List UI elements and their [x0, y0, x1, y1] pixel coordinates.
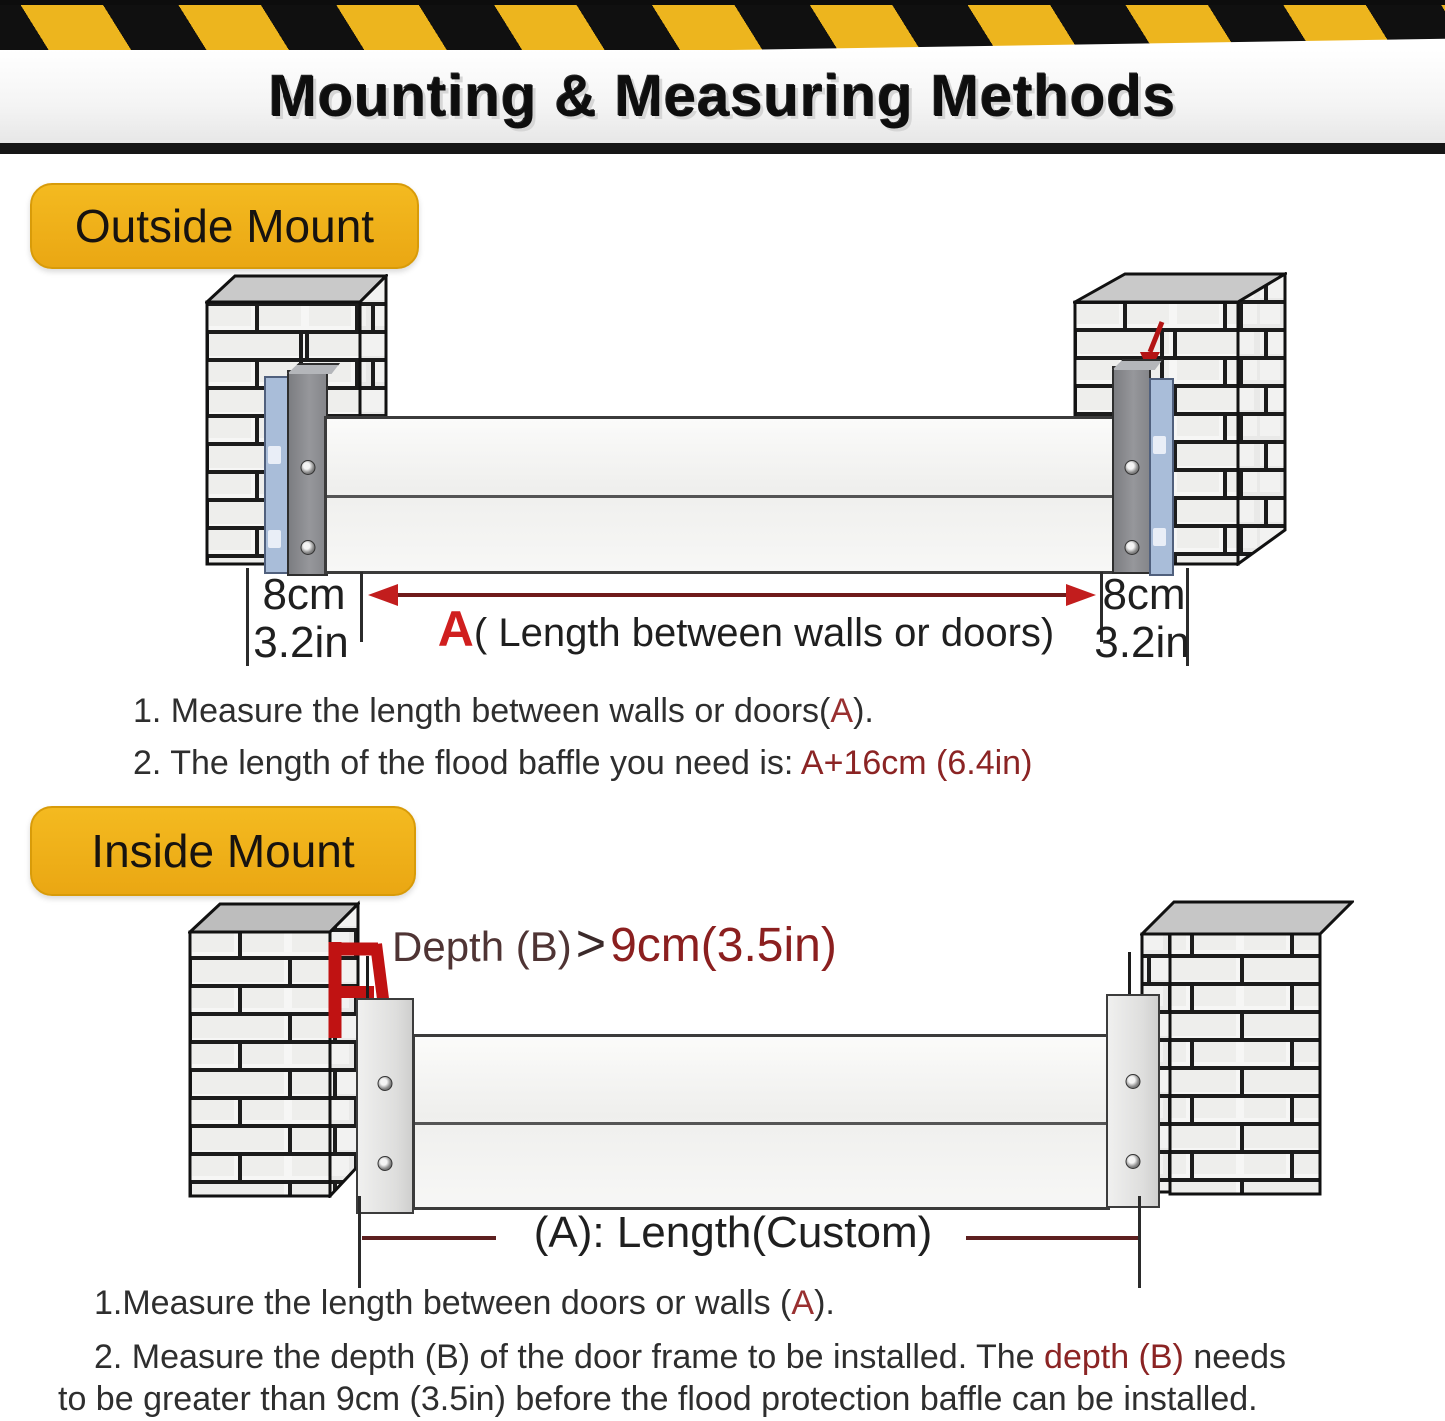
top-edge-bar: [0, 0, 1445, 5]
mounting-bracket-right: [1112, 366, 1151, 574]
pillar-top-face: [1142, 902, 1352, 934]
step-highlight: depth (B): [1044, 1338, 1184, 1376]
panel-divider: [327, 495, 1113, 498]
seal-mark: [268, 530, 281, 548]
title-divider-bar: [0, 143, 1445, 154]
inside-mount-badge: [30, 806, 416, 896]
page-title: Mounting & Measuring Methods: [268, 64, 1177, 129]
hazard-stripe-banner: [0, 0, 1445, 54]
screw-icon: [1126, 1154, 1141, 1169]
mounting-bracket-left-inside: [356, 998, 414, 1214]
length-custom-label: [498, 1208, 968, 1258]
outside-step-2: [133, 744, 1032, 783]
step-highlight: A+16cm (6.4in): [800, 744, 1033, 782]
step-highlight: A: [830, 692, 854, 730]
step-text: 1.Measure the length between doors or walls (: [94, 1284, 792, 1322]
screw-icon: [1124, 460, 1139, 475]
screw-icon: [300, 540, 315, 555]
panel-divider: [415, 1122, 1107, 1125]
inside-mount-label: Inside Mount: [91, 825, 355, 877]
depth-value: 9cm(3.5in): [610, 919, 837, 972]
outside-step-1: [133, 692, 874, 731]
pillar-front-face: [1170, 934, 1320, 1194]
anchor-pin-left: [366, 956, 369, 1000]
span-label-text: ( Length between walls or doors): [473, 611, 1055, 655]
step-text: 2. Measure the depth (B) of the door frame to be installed. The: [94, 1338, 1045, 1376]
inside-step-1: [94, 1284, 835, 1323]
dim-right-cm: 8cm: [1102, 570, 1186, 619]
seal-mark: [1153, 436, 1166, 454]
mounting-bracket-right-inside: [1106, 994, 1160, 1208]
dimension-tick: [358, 1196, 361, 1288]
step-text: needs: [1183, 1338, 1286, 1376]
step-text: to be greater than 9cm (3.5in) before the flood protection baffle can be installed.: [58, 1380, 1258, 1418]
outside-mount-badge: [30, 183, 419, 269]
depth-label: [392, 914, 837, 974]
screw-icon: [1124, 540, 1139, 555]
brick-pillar-right-inside: [1140, 898, 1354, 1198]
span-letter-a: A: [437, 601, 474, 657]
title-band: [0, 50, 1445, 143]
seal-strip-left: [264, 376, 289, 574]
seal-mark: [1153, 528, 1166, 546]
dimension-line: [966, 1236, 1138, 1240]
inside-step-2: [94, 1338, 1286, 1377]
step-text: ).: [853, 692, 874, 730]
dim-letter-a: A: [548, 1208, 578, 1257]
dim-text: ): Length(Custom): [577, 1208, 933, 1257]
dim-right-in: 3.2in: [1094, 618, 1190, 667]
dimension-line: [362, 1236, 496, 1240]
mounting-bracket-left: [287, 370, 328, 576]
screw-icon: [378, 1076, 393, 1091]
seal-mark: [268, 446, 281, 464]
inside-step-3: [58, 1380, 1258, 1419]
flood-barrier-panels-inside: [412, 1034, 1110, 1210]
step-text: 2. The length of the flood baffle you need is:: [133, 744, 801, 782]
step-highlight: A: [791, 1284, 815, 1322]
outside-mount-label: Outside Mount: [74, 200, 375, 252]
pillar-front-face: [190, 932, 330, 1196]
seal-strip-right: [1149, 378, 1174, 576]
greater-than-sign: >: [575, 915, 607, 973]
dim-left-in: 3.2in: [253, 618, 349, 667]
screw-icon: [300, 460, 315, 475]
hazard-stripes: [0, 0, 1445, 54]
flood-barrier-panels: [324, 416, 1116, 574]
span-length-label: [400, 600, 1092, 658]
dim-text: (: [533, 1208, 549, 1257]
screw-icon: [378, 1156, 393, 1171]
pillar-top-face: [207, 276, 386, 302]
step-text: 1. Measure the length between walls or doors(: [133, 692, 831, 730]
anchor-pin-right: [1128, 952, 1131, 996]
dimension-tick: [1138, 1196, 1141, 1288]
screw-icon: [1126, 1074, 1141, 1089]
depth-label-text: Depth (B): [392, 923, 572, 970]
step-text: ).: [814, 1284, 835, 1322]
pillar-side-face: [1238, 274, 1285, 564]
dim-left-cm: 8cm: [262, 570, 346, 619]
